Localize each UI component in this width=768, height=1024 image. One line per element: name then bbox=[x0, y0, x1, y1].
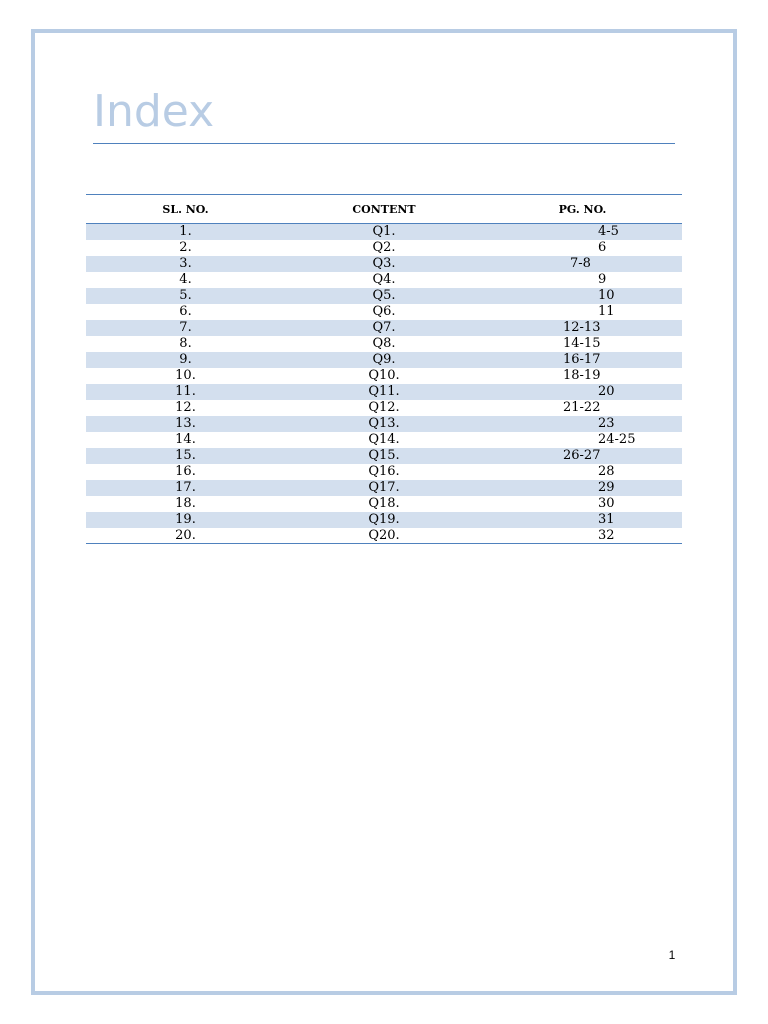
table-row bbox=[86, 480, 682, 496]
cell-sl-no: 18. bbox=[175, 496, 196, 511]
cell-sl-no: 16. bbox=[175, 464, 196, 479]
cell-sl-no: 9. bbox=[86, 352, 285, 368]
cell-pg-no: 21-22 bbox=[563, 400, 601, 415]
cell-pg-no: 16-17 bbox=[483, 352, 682, 368]
cell-pg-no: 9 bbox=[598, 272, 607, 287]
cell-pg-no: 12-13 bbox=[483, 320, 682, 336]
cell-content: Q3. bbox=[285, 256, 483, 272]
table-body bbox=[86, 224, 682, 544]
cell-sl-no: 1. bbox=[86, 224, 285, 240]
cell-content: Q7. bbox=[285, 320, 483, 336]
table-row bbox=[86, 352, 682, 368]
table-row bbox=[86, 496, 682, 512]
cell-content: Q14. bbox=[368, 432, 400, 447]
cell-content: Q20. bbox=[285, 528, 483, 544]
cell-sl-no: 11. bbox=[86, 384, 285, 400]
table-row bbox=[86, 320, 682, 336]
cell-content: Q9. bbox=[285, 352, 483, 368]
cell-pg-no: 14-15 bbox=[563, 336, 601, 351]
cell-pg-no: 31 bbox=[483, 512, 682, 528]
cell-pg-no: 7-8 bbox=[483, 256, 682, 272]
table-header-row bbox=[86, 195, 682, 224]
cell-sl-no: 6. bbox=[179, 304, 192, 319]
index-table bbox=[86, 194, 682, 544]
cell-pg-no: 26-27 bbox=[483, 448, 682, 464]
cell-content: Q15. bbox=[285, 448, 483, 464]
cell-content: Q16. bbox=[368, 464, 400, 479]
cell-content: Q1. bbox=[285, 224, 483, 240]
cell-sl-no: 19. bbox=[86, 512, 285, 528]
cell-content: Q13. bbox=[285, 416, 483, 432]
cell-pg-no: 4-5 bbox=[483, 224, 682, 240]
cell-content: Q17. bbox=[285, 480, 483, 496]
table-row bbox=[86, 432, 682, 448]
table-row bbox=[86, 304, 682, 320]
cell-sl-no: 8. bbox=[179, 336, 192, 351]
cell-pg-no: 28 bbox=[598, 464, 615, 479]
cell-sl-no: 15. bbox=[86, 448, 285, 464]
cell-pg-no: 6 bbox=[598, 240, 607, 255]
cell-pg-no: 29 bbox=[483, 480, 682, 496]
page-title: Index bbox=[93, 86, 215, 137]
cell-pg-no: 11 bbox=[598, 304, 615, 319]
table-row bbox=[86, 416, 682, 432]
table-row bbox=[86, 240, 682, 256]
cell-content: Q4. bbox=[372, 272, 396, 287]
cell-sl-no: 3. bbox=[86, 256, 285, 272]
header-sl-no: SL. NO. bbox=[86, 195, 285, 224]
table-row bbox=[86, 384, 682, 400]
cell-content: Q11. bbox=[285, 384, 483, 400]
cell-content: Q5. bbox=[285, 288, 483, 304]
cell-pg-no: 10 bbox=[483, 288, 682, 304]
cell-pg-no: 20 bbox=[483, 384, 682, 400]
cell-sl-no: 20. bbox=[86, 528, 285, 544]
cell-sl-no: 13. bbox=[86, 416, 285, 432]
cell-content: Q2. bbox=[372, 240, 396, 255]
header-content: CONTENT bbox=[285, 195, 483, 224]
title-underline bbox=[93, 143, 675, 144]
cell-sl-no: 2. bbox=[179, 240, 192, 255]
cell-sl-no: 10. bbox=[175, 368, 196, 383]
table-row bbox=[86, 272, 682, 288]
cell-sl-no: 12. bbox=[175, 400, 196, 415]
cell-pg-no: 30 bbox=[598, 496, 615, 511]
table-row bbox=[86, 448, 682, 464]
cell-content: Q10. bbox=[368, 368, 400, 383]
table-row bbox=[86, 288, 682, 304]
table-row bbox=[86, 336, 682, 352]
cell-pg-no: 32 bbox=[483, 528, 682, 544]
cell-sl-no: 17. bbox=[86, 480, 285, 496]
table-row bbox=[86, 256, 682, 272]
table-row bbox=[86, 464, 682, 480]
cell-content: Q8. bbox=[372, 336, 396, 351]
cell-sl-no: 7. bbox=[86, 320, 285, 336]
cell-content: Q6. bbox=[372, 304, 396, 319]
cell-pg-no: 18-19 bbox=[563, 368, 601, 383]
cell-content: Q19. bbox=[285, 512, 483, 528]
table-row bbox=[86, 368, 682, 384]
cell-sl-no: 14. bbox=[175, 432, 196, 447]
table-row bbox=[86, 400, 682, 416]
cell-content: Q18. bbox=[368, 496, 400, 511]
cell-sl-no: 4. bbox=[179, 272, 192, 287]
table-row bbox=[86, 512, 682, 528]
header-pg-no: PG. NO. bbox=[483, 195, 682, 224]
page-number: 1 bbox=[668, 948, 676, 962]
cell-pg-no: 24-25 bbox=[598, 432, 636, 447]
cell-content: Q12. bbox=[368, 400, 400, 415]
table-row bbox=[86, 224, 682, 240]
cell-pg-no: 23 bbox=[483, 416, 682, 432]
table-row bbox=[86, 528, 682, 544]
cell-sl-no: 5. bbox=[86, 288, 285, 304]
